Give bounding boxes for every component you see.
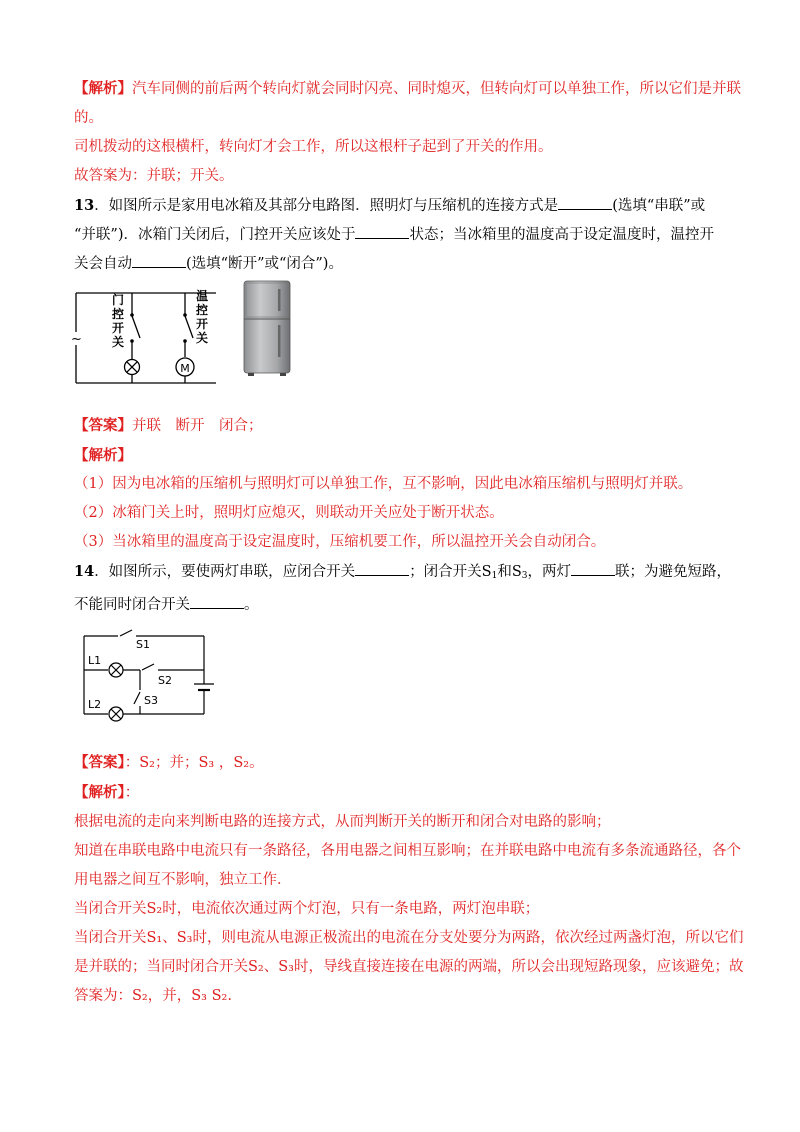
question-number: 13 [74,197,95,214]
q13-answer: 【答案】并联 断开 闭合； [74,417,263,434]
answer-blank [571,561,615,576]
q14-solution-line-3: 用电器之间互不影响，独立工作． [74,872,292,888]
document-page [71,70,744,1011]
q13-solution-line-1: （1）因为电冰箱的压缩机与照明灯可以单独工作，互不影响，因此电冰箱压缩机与照明灯并联。 [74,476,693,492]
answer-blank [190,594,244,609]
s3-label: S3 [144,694,158,707]
prev-solution-line-4: 故答案为：并联；开关。 [74,168,234,184]
answer-tag: 【答案】 [74,754,125,771]
q14-solution-line-2: 知道在串联电路中电流只有一条路径，各用电器之间相互影响；在并联电路中电流有多条流通路径，各个 [74,843,741,859]
motor-symbol: M [180,362,190,375]
prev-solution-line-2: 的。 [74,110,103,126]
prev-solution-line-3: 司机拨动的这根横杆，转向灯才会工作，所以这根杆子起到了开关的作用。 [74,139,553,155]
q13-solution-line-2: （2）冰箱门关上时，照明灯应熄灭，则联动开关应处于断开状态。 [74,505,504,521]
answer-blank [132,253,186,268]
answer-tag: 【答案】 [74,417,132,434]
q14-line-1: 14．如图所示，要使两灯串联，应闭合开关 ；闭合开关$S_1$和$S_3$，两灯 联；为避免短路， [74,563,732,581]
q13-line-1: 13．如图所示是家用电冰箱及其部分电路图．照明灯与压缩机的连接方式是 (选填“串联”或 [74,197,706,214]
q14-solution-line-5: 当闭合开关S₁、S₃时，则电流从电源正极流出的电流在分支处要分为两路，依次经过两盏灯泡，所以它们 [74,930,744,946]
q13-solution-tag: 【解析】 [74,447,132,464]
q13-solution-line-3: （3）当冰箱里的温度高于设定温度时，压缩机要工作，所以温控开关会自动闭合。 [74,534,606,550]
solution-tag: 【解析】 [74,784,125,801]
l2-label: L2 [88,698,102,711]
answer-blank [558,195,612,210]
solution-tag: 【解析】 [74,80,132,97]
q14-solution-line-7: 答案为：S₂，并，S₃ S₂. [74,988,232,1004]
refrigerator-image [242,279,294,377]
answer-blank [355,561,409,576]
q14-line-2: 不能同时闭合开关 。 [74,591,734,620]
s2-label: S2 [158,674,172,687]
temp-switch-label: 温控开关 [196,289,209,345]
ac-source-symbol: ~ [71,332,82,347]
q14-solution-line-4: 当闭合开关S₂时，电流依次通过两个灯泡，只有一条电路，两灯泡串联； [74,901,540,917]
q14-solution-line-6: 是并联的；当同时闭合开关S₂、S₃时，导线直接连接在电源的两端，所以会出现短路现象，应该避免；故 [74,959,744,975]
q14-figure [74,626,734,744]
door-switch-label: 门控开关 [112,293,125,349]
q14-solution-tag-line: 【解析】： [74,784,140,801]
q13-line-2: “并联”)．冰箱门关闭后，门控开关应该处于 状态；当冰箱里的温度高于设定温度时，温控开 [74,221,734,250]
s1-label: S1 [136,638,150,651]
question-number: 14 [74,563,95,580]
l1-label: L1 [88,654,102,667]
prev-solution-line-1: 【解析】汽车同侧的前后两个转向灯就会同时闪亮、同时熄灭，但转向灯可以单独工作，所以它们是并联 [74,80,741,97]
answer-blank [355,224,409,239]
q14-answer: 【答案】：S₂；并；S₃ ，S₂。 [74,754,264,771]
q13-figure [71,285,734,405]
two-lamp-circuit-diagram [80,628,230,740]
q13-line-3: 关会自动 (选填“断开”或“闭合”)。 [74,250,734,279]
q14-solution-line-1: 根据电流的走向来判断电路的连接方式，从而判断开关的断开和闭合对电路的影响； [74,814,611,830]
